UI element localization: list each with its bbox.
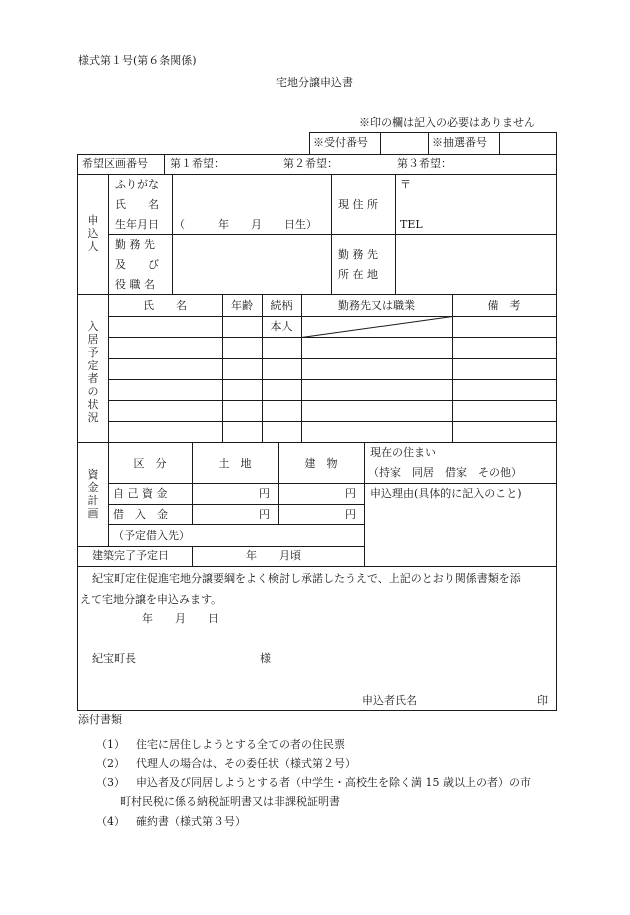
applicant-workplace-field[interactable] — [173, 235, 330, 293]
attachment-1-number: （1） — [96, 738, 125, 751]
resident-relation-self: 本人 — [270, 320, 293, 333]
land-loan-yen: 円 — [259, 508, 270, 521]
received-number-field[interactable] — [381, 133, 427, 153]
workplace-address-label-1: 勤 務 先 — [338, 248, 378, 261]
attachment-3-continuation: 町村民税に係る納税証明書又は非課税証明書 — [120, 795, 340, 808]
header-note: ※印の欄は記入の必要はありません — [359, 116, 535, 129]
land-self-funds-field[interactable] — [193, 484, 255, 503]
land-self-funds-yen: 円 — [259, 487, 270, 500]
residents-header-occupation: 勤務先又は職業 — [338, 299, 415, 312]
funding-header-category: 区 分 — [133, 457, 167, 470]
diagonal-line — [301, 316, 453, 338]
declaration-line-2: えて宅地分譲を申込みます。 — [80, 593, 223, 606]
applicant-address-field[interactable] — [396, 175, 555, 233]
funding-section-label: 資金計画 — [87, 468, 99, 520]
applicant-name-field[interactable] — [173, 175, 330, 213]
furigana-label: ふりがな — [115, 178, 159, 191]
birthdate-label: 生年月日 — [115, 218, 159, 231]
funding-header-building: 建 物 — [304, 457, 338, 470]
applicant-section-label: 申込人 — [87, 214, 99, 253]
lot-third-choice-field[interactable] — [457, 156, 552, 172]
lot-first-choice-field[interactable] — [230, 156, 280, 172]
residents-section-label: 入居予定者の状況 — [87, 320, 99, 424]
loan-label: 借 入 金 — [113, 508, 168, 521]
honorific: 様 — [260, 652, 271, 665]
applicant-name-sign-label: 申込者氏名 — [362, 694, 417, 707]
attachment-4-text: 確約書（様式第３号） — [136, 815, 246, 828]
name-label: 氏 名 — [115, 198, 159, 211]
lot-second-choice-field[interactable] — [343, 156, 393, 172]
application-reason-label: 申込理由(具体的に記入のこと) — [370, 487, 522, 500]
attachment-3-number: （3） — [96, 776, 125, 789]
building-loan-field[interactable] — [279, 505, 341, 523]
attachment-2-text: 代理人の場合は、その委任状（様式第２号） — [136, 757, 356, 770]
lot-first-choice-label: 第１希望： — [170, 157, 225, 170]
current-housing-title: 現在の住まい — [370, 446, 436, 459]
residents-header-remarks: 備 考 — [487, 299, 521, 312]
completion-value: 年 月頃 — [246, 549, 301, 562]
building-loan-yen: 円 — [345, 508, 356, 521]
residents-header-relation: 続柄 — [270, 299, 293, 312]
page-title: 宅地分譲申込書 — [276, 76, 353, 89]
postal-mark: 〒 — [400, 178, 411, 191]
applicant-signature-field[interactable] — [422, 692, 532, 708]
workplace-address-label-2: 所 在 地 — [338, 268, 378, 281]
lot-third-choice-label: 第３希望： — [397, 157, 452, 170]
building-self-funds-yen: 円 — [345, 487, 356, 500]
workplace-label-1: 勤 務 先 — [115, 238, 155, 251]
attachments-title: 添付書類 — [78, 713, 122, 726]
workplace-label-3: 役 職 名 — [115, 278, 155, 291]
birthdate-value: （ 年 月 日生） — [174, 218, 317, 231]
current-housing-options: （持家 同居 借家 その他） — [368, 466, 522, 479]
workplace-label-2: 及 び — [115, 258, 159, 271]
building-self-funds-field[interactable] — [279, 484, 341, 503]
attachment-3-text: 申込者及び同居しようとする者（中学生・高校生を除く満 15 歳以上の者）の市 — [136, 776, 531, 789]
application-reason-field[interactable] — [365, 504, 555, 565]
tel-label: TEL — [400, 218, 423, 231]
attachment-4-number: （4） — [96, 815, 125, 828]
residents-header-name: 氏 名 — [143, 299, 187, 312]
workplace-address-field[interactable] — [396, 235, 555, 293]
form-number: 様式第１号(第６条関係) — [78, 54, 197, 67]
attachment-1-text: 住宅に居住しようとする全ての者の住民票 — [136, 738, 345, 751]
declaration-date: 年 月 日 — [142, 612, 219, 625]
lot-label: 希望区画番号 — [82, 157, 148, 170]
residents-header-age: 年齢 — [231, 299, 253, 312]
lottery-number-field[interactable] — [500, 133, 555, 153]
self-funds-label: 自 己 資 金 — [113, 487, 168, 500]
land-loan-field[interactable] — [193, 505, 255, 523]
address-label: 現 住 所 — [338, 198, 378, 211]
lot-second-choice-label: 第２希望： — [283, 157, 338, 170]
seal-mark: 印 — [537, 694, 548, 707]
addressee: 紀宝町長 — [92, 652, 136, 665]
funding-header-land: 土 地 — [218, 457, 252, 470]
declaration-line-1: 紀宝町定住促進宅地分譲要綱をよく検討し承諾したうえで、上記のとおり関係書類を添 — [92, 572, 521, 585]
attachment-2-number: （2） — [96, 757, 125, 770]
completion-label: 建築完了予定日 — [92, 549, 169, 562]
received-number-label: ※受付番号 — [313, 136, 368, 149]
lender-label: （予定借入先） — [113, 529, 190, 542]
lottery-number-label: ※抽選番号 — [432, 136, 487, 149]
